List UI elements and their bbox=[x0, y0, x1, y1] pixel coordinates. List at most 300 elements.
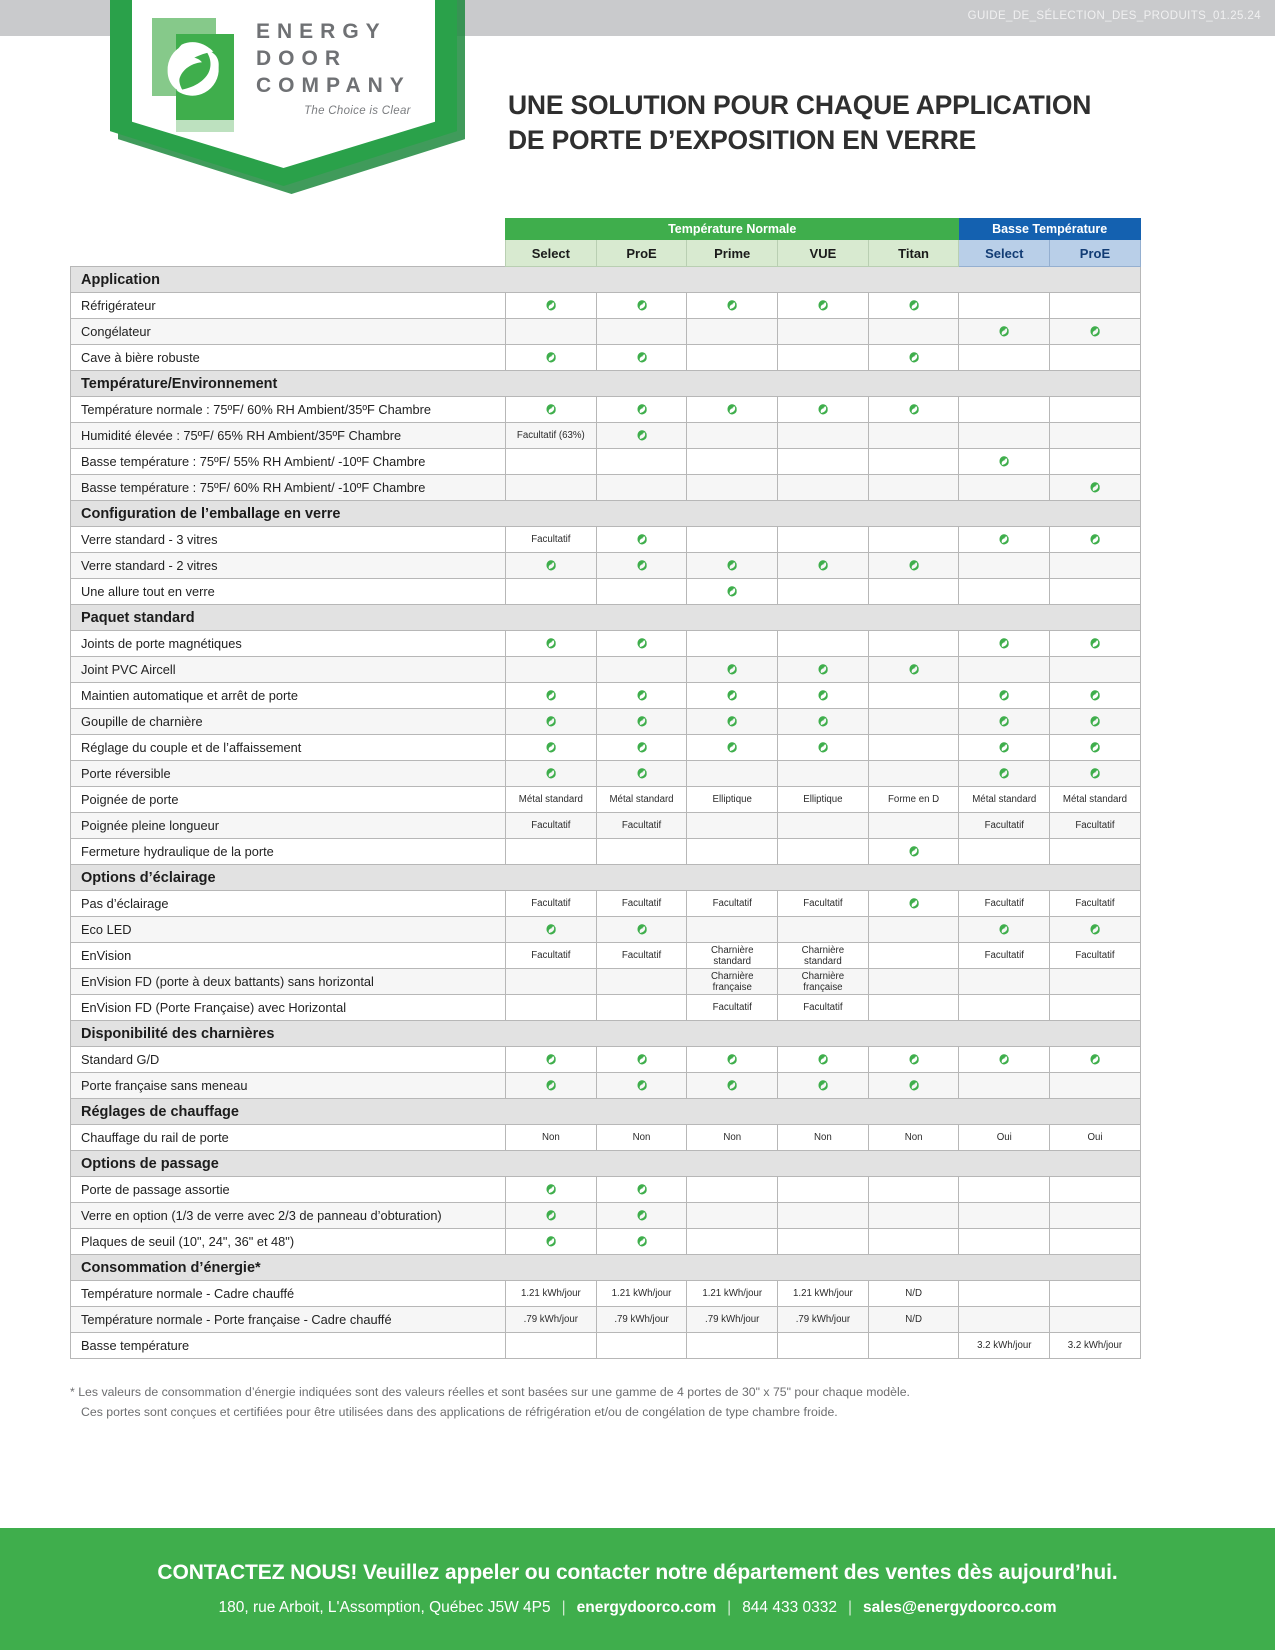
included-check-icon bbox=[1087, 1054, 1103, 1065]
cell-vue-nt bbox=[778, 527, 869, 553]
row-label: EnVision FD (Porte Française) avec Horizontal bbox=[71, 995, 506, 1021]
included-check-icon bbox=[1087, 534, 1103, 545]
cell-prime-nt bbox=[687, 1177, 778, 1203]
cell-proe-bt bbox=[1050, 657, 1141, 683]
cell-prime-nt bbox=[687, 683, 778, 709]
cell-proe-bt bbox=[1050, 995, 1141, 1021]
column-header-proe-nt[interactable]: ProE bbox=[596, 240, 687, 267]
cell-select-bt bbox=[959, 475, 1050, 501]
cell-vue-nt bbox=[778, 1203, 869, 1229]
cell-prime-nt bbox=[687, 1073, 778, 1099]
section-title: Paquet standard bbox=[71, 605, 1141, 631]
table-row bbox=[71, 553, 1141, 579]
cell-prime-nt bbox=[687, 1229, 778, 1255]
column-header-proe-bt[interactable]: ProE bbox=[1050, 240, 1141, 267]
included-check-icon bbox=[634, 300, 650, 311]
row-label: Réglage du couple et de l’affaissement bbox=[71, 735, 506, 761]
cell-select-bt bbox=[959, 1307, 1050, 1333]
included-check-icon bbox=[815, 1080, 831, 1091]
included-check-icon bbox=[906, 352, 922, 363]
cell-titan-nt bbox=[868, 553, 959, 579]
cell-titan-nt bbox=[868, 969, 959, 995]
included-check-icon bbox=[634, 404, 650, 415]
row-label: Eco LED bbox=[71, 917, 506, 943]
row-label: Joint PVC Aircell bbox=[71, 657, 506, 683]
cell-select-nt bbox=[506, 709, 597, 735]
included-check-icon bbox=[996, 326, 1012, 337]
cell-prime-nt bbox=[687, 397, 778, 423]
cell-select-bt: Oui bbox=[959, 1125, 1050, 1151]
cell-titan-nt bbox=[868, 917, 959, 943]
cell-proe-bt bbox=[1050, 683, 1141, 709]
table-row bbox=[71, 397, 1141, 423]
included-check-icon bbox=[996, 924, 1012, 935]
cell-prime-nt bbox=[687, 345, 778, 371]
cell-vue-nt bbox=[778, 735, 869, 761]
cell-prime-nt: Facultatif bbox=[687, 995, 778, 1021]
cell-vue-nt bbox=[778, 1333, 869, 1359]
cell-select-bt bbox=[959, 969, 1050, 995]
table-section-row bbox=[71, 267, 1141, 293]
section-title: Température/Environnement bbox=[71, 371, 1141, 397]
cell-select-nt bbox=[506, 657, 597, 683]
table-row bbox=[71, 1073, 1141, 1099]
cell-vue-nt: Facultatif bbox=[778, 995, 869, 1021]
footnote bbox=[70, 1382, 1160, 1422]
cell-select-bt: Facultatif bbox=[959, 891, 1050, 917]
cell-titan-nt bbox=[868, 735, 959, 761]
cell-vue-nt: .79 kWh/jour bbox=[778, 1307, 869, 1333]
cell-vue-nt bbox=[778, 761, 869, 787]
cell-proe-bt bbox=[1050, 397, 1141, 423]
cell-titan-nt bbox=[868, 527, 959, 553]
included-check-icon bbox=[996, 534, 1012, 545]
included-check-icon bbox=[996, 1054, 1012, 1065]
cell-vue-nt bbox=[778, 709, 869, 735]
cell-vue-nt: Non bbox=[778, 1125, 869, 1151]
table-row bbox=[71, 631, 1141, 657]
column-header-titan-nt[interactable]: Titan bbox=[868, 240, 959, 267]
table-row bbox=[71, 839, 1141, 865]
cell-select-nt: .79 kWh/jour bbox=[506, 1307, 597, 1333]
table-row bbox=[71, 891, 1141, 917]
footer-address: 180, rue Arboit, L'Assomption, Québec J5W 4P5 bbox=[218, 1599, 551, 1616]
row-label: Maintien automatique et arrêt de porte bbox=[71, 683, 506, 709]
cell-select-bt bbox=[959, 917, 1050, 943]
cell-titan-nt bbox=[868, 709, 959, 735]
cell-proe-nt bbox=[596, 345, 687, 371]
cell-select-bt: Facultatif bbox=[959, 813, 1050, 839]
included-check-icon bbox=[543, 1054, 559, 1065]
swirl-glyph-icon bbox=[150, 26, 238, 116]
cell-prime-nt bbox=[687, 449, 778, 475]
table-row bbox=[71, 579, 1141, 605]
contact-footer bbox=[0, 1528, 1275, 1650]
cell-proe-nt bbox=[596, 839, 687, 865]
included-check-icon bbox=[1087, 768, 1103, 779]
table-section-row bbox=[71, 605, 1141, 631]
included-check-icon bbox=[543, 352, 559, 363]
included-check-icon bbox=[543, 300, 559, 311]
cell-select-nt: Non bbox=[506, 1125, 597, 1151]
cell-select-bt bbox=[959, 683, 1050, 709]
column-header-prime-nt[interactable]: Prime bbox=[687, 240, 778, 267]
cell-select-nt bbox=[506, 1073, 597, 1099]
cell-vue-nt bbox=[778, 1073, 869, 1099]
group-header-low-temp: Basse Température bbox=[959, 219, 1140, 240]
included-check-icon bbox=[815, 742, 831, 753]
cell-select-nt: Facultatif (63%) bbox=[506, 423, 597, 449]
table-row bbox=[71, 475, 1141, 501]
table-row bbox=[71, 735, 1141, 761]
cell-vue-nt bbox=[778, 397, 869, 423]
column-header-vue-nt[interactable]: VUE bbox=[778, 240, 869, 267]
cell-select-bt bbox=[959, 1047, 1050, 1073]
included-check-icon bbox=[815, 404, 831, 415]
column-header-select-bt[interactable]: Select bbox=[959, 240, 1050, 267]
included-check-icon bbox=[724, 690, 740, 701]
table-row bbox=[71, 657, 1141, 683]
cell-select-bt bbox=[959, 631, 1050, 657]
included-check-icon bbox=[543, 404, 559, 415]
included-check-icon bbox=[634, 768, 650, 779]
section-title: Application bbox=[71, 267, 1141, 293]
section-title: Consommation d’énergie* bbox=[71, 1255, 1141, 1281]
row-label: Verre en option (1/3 de verre avec 2/3 de panneau d’obturation) bbox=[71, 1203, 506, 1229]
included-check-icon bbox=[543, 1184, 559, 1195]
cell-proe-bt bbox=[1050, 969, 1141, 995]
cell-proe-bt bbox=[1050, 1307, 1141, 1333]
cell-prime-nt bbox=[687, 813, 778, 839]
cell-proe-bt: Facultatif bbox=[1050, 813, 1141, 839]
cell-proe-nt bbox=[596, 709, 687, 735]
table-row bbox=[71, 709, 1141, 735]
row-label: Congélateur bbox=[71, 319, 506, 345]
cell-prime-nt: Facultatif bbox=[687, 891, 778, 917]
table-row bbox=[71, 1229, 1141, 1255]
cell-titan-nt bbox=[868, 423, 959, 449]
included-check-icon bbox=[1087, 716, 1103, 727]
logo-word-energy: ENERGY bbox=[256, 20, 387, 43]
cell-prime-nt bbox=[687, 631, 778, 657]
logo-tagline: The Choice is Clear bbox=[304, 105, 411, 117]
table-row bbox=[71, 683, 1141, 709]
cell-select-bt bbox=[959, 1073, 1050, 1099]
footer-website-link[interactable]: energydoorco.com bbox=[576, 1599, 717, 1616]
cell-prime-nt bbox=[687, 1203, 778, 1229]
cell-titan-nt bbox=[868, 683, 959, 709]
cell-prime-nt bbox=[687, 423, 778, 449]
cell-select-nt bbox=[506, 631, 597, 657]
cell-proe-nt: 1.21 kWh/jour bbox=[596, 1281, 687, 1307]
cell-select-bt bbox=[959, 553, 1050, 579]
table-row bbox=[71, 423, 1141, 449]
included-check-icon bbox=[543, 768, 559, 779]
cell-select-nt bbox=[506, 1203, 597, 1229]
cell-prime-nt bbox=[687, 657, 778, 683]
included-check-icon bbox=[634, 924, 650, 935]
cell-proe-nt bbox=[596, 397, 687, 423]
row-label: Température normale - Cadre chauffé bbox=[71, 1281, 506, 1307]
cell-proe-nt bbox=[596, 423, 687, 449]
group-header-spacer bbox=[71, 219, 506, 240]
cell-vue-nt bbox=[778, 345, 869, 371]
table-column-header-row bbox=[71, 240, 1141, 267]
included-check-icon bbox=[724, 1054, 740, 1065]
cell-prime-nt bbox=[687, 1333, 778, 1359]
cell-proe-nt bbox=[596, 969, 687, 995]
cell-select-bt bbox=[959, 293, 1050, 319]
included-check-icon bbox=[634, 716, 650, 727]
included-check-icon bbox=[634, 1184, 650, 1195]
included-check-icon bbox=[724, 586, 740, 597]
cell-vue-nt: 1.21 kWh/jour bbox=[778, 1281, 869, 1307]
cell-proe-nt bbox=[596, 1047, 687, 1073]
included-check-icon bbox=[634, 690, 650, 701]
cell-vue-nt: Charnière française bbox=[778, 969, 869, 995]
cell-titan-nt bbox=[868, 657, 959, 683]
cell-prime-nt: 1.21 kWh/jour bbox=[687, 1281, 778, 1307]
cell-proe-nt bbox=[596, 761, 687, 787]
included-check-icon bbox=[1087, 638, 1103, 649]
cell-proe-nt: Facultatif bbox=[596, 813, 687, 839]
cell-titan-nt bbox=[868, 995, 959, 1021]
cell-proe-bt bbox=[1050, 1177, 1141, 1203]
included-check-icon bbox=[543, 560, 559, 571]
table-header bbox=[71, 219, 1141, 267]
included-check-icon bbox=[906, 560, 922, 571]
table-row bbox=[71, 319, 1141, 345]
cell-prime-nt bbox=[687, 709, 778, 735]
cell-prime-nt: Charnière française bbox=[687, 969, 778, 995]
cell-titan-nt bbox=[868, 1177, 959, 1203]
cell-prime-nt bbox=[687, 917, 778, 943]
cell-proe-nt: Non bbox=[596, 1125, 687, 1151]
footer-email-link[interactable]: sales@energydoorco.com bbox=[863, 1599, 1057, 1616]
included-check-icon bbox=[1087, 690, 1103, 701]
included-check-icon bbox=[996, 742, 1012, 753]
column-header-spacer bbox=[71, 240, 506, 267]
included-check-icon bbox=[634, 534, 650, 545]
included-check-icon bbox=[634, 430, 650, 441]
cell-titan-nt bbox=[868, 1229, 959, 1255]
included-check-icon bbox=[724, 716, 740, 727]
table-row bbox=[71, 293, 1141, 319]
logo-word-company: COMPANY bbox=[256, 74, 411, 97]
included-check-icon bbox=[543, 924, 559, 935]
row-label: Basse température : 75ºF/ 60% RH Ambient/ -10ºF Chambre bbox=[71, 475, 506, 501]
cell-proe-nt bbox=[596, 1073, 687, 1099]
included-check-icon bbox=[724, 560, 740, 571]
included-check-icon bbox=[996, 456, 1012, 467]
included-check-icon bbox=[634, 352, 650, 363]
page-title-line-2: DE PORTE D’EXPOSITION EN VERRE bbox=[508, 125, 977, 155]
included-check-icon bbox=[724, 742, 740, 753]
cell-proe-nt bbox=[596, 683, 687, 709]
cell-select-nt bbox=[506, 995, 597, 1021]
cell-select-bt: Facultatif bbox=[959, 943, 1050, 969]
table-section-row bbox=[71, 865, 1141, 891]
included-check-icon bbox=[906, 1080, 922, 1091]
included-check-icon bbox=[634, 1236, 650, 1247]
included-check-icon bbox=[815, 560, 831, 571]
cell-proe-nt bbox=[596, 1333, 687, 1359]
logo-content bbox=[150, 12, 430, 138]
cell-titan-nt bbox=[868, 345, 959, 371]
cell-select-nt bbox=[506, 683, 597, 709]
cell-select-nt: Métal standard bbox=[506, 787, 597, 813]
row-label: Réfrigérateur bbox=[71, 293, 506, 319]
cell-vue-nt bbox=[778, 813, 869, 839]
cell-titan-nt bbox=[868, 1203, 959, 1229]
cell-select-bt bbox=[959, 1229, 1050, 1255]
cell-prime-nt: Elliptique bbox=[687, 787, 778, 813]
cell-proe-bt bbox=[1050, 839, 1141, 865]
cell-proe-nt bbox=[596, 553, 687, 579]
cell-proe-bt: Facultatif bbox=[1050, 943, 1141, 969]
cell-proe-nt: Facultatif bbox=[596, 891, 687, 917]
included-check-icon bbox=[815, 300, 831, 311]
cell-proe-bt bbox=[1050, 1073, 1141, 1099]
included-check-icon bbox=[634, 1080, 650, 1091]
cell-select-nt bbox=[506, 449, 597, 475]
table-row bbox=[71, 345, 1141, 371]
included-check-icon bbox=[724, 404, 740, 415]
cell-vue-nt bbox=[778, 319, 869, 345]
cell-titan-nt: Forme en D bbox=[868, 787, 959, 813]
row-label: Standard G/D bbox=[71, 1047, 506, 1073]
cell-select-nt: Facultatif bbox=[506, 527, 597, 553]
cell-proe-nt bbox=[596, 475, 687, 501]
cell-proe-bt bbox=[1050, 631, 1141, 657]
included-check-icon bbox=[815, 664, 831, 675]
section-title: Réglages de chauffage bbox=[71, 1099, 1141, 1125]
included-check-icon bbox=[634, 742, 650, 753]
cell-vue-nt bbox=[778, 839, 869, 865]
row-label: Poignée pleine longueur bbox=[71, 813, 506, 839]
table-row bbox=[71, 449, 1141, 475]
table-row bbox=[71, 1333, 1141, 1359]
column-header-select-nt[interactable]: Select bbox=[506, 240, 597, 267]
cell-titan-nt bbox=[868, 319, 959, 345]
cell-vue-nt: Charnière standard bbox=[778, 943, 869, 969]
cell-titan-nt bbox=[868, 813, 959, 839]
cell-prime-nt: Non bbox=[687, 1125, 778, 1151]
footer-separator-1: | bbox=[561, 1599, 566, 1616]
cell-titan-nt bbox=[868, 579, 959, 605]
included-check-icon bbox=[634, 560, 650, 571]
cell-select-bt bbox=[959, 839, 1050, 865]
cell-vue-nt: Elliptique bbox=[778, 787, 869, 813]
row-label: EnVision bbox=[71, 943, 506, 969]
included-check-icon bbox=[906, 898, 922, 909]
cell-select-nt: 1.21 kWh/jour bbox=[506, 1281, 597, 1307]
page-title-line-1: UNE SOLUTION POUR CHAQUE APPLICATION bbox=[508, 90, 1092, 120]
table-row bbox=[71, 995, 1141, 1021]
cell-vue-nt: Facultatif bbox=[778, 891, 869, 917]
included-check-icon bbox=[906, 846, 922, 857]
section-title: Options d’éclairage bbox=[71, 865, 1141, 891]
cell-select-bt bbox=[959, 761, 1050, 787]
included-check-icon bbox=[1087, 482, 1103, 493]
cell-proe-bt bbox=[1050, 735, 1141, 761]
cell-select-bt bbox=[959, 579, 1050, 605]
cell-proe-nt bbox=[596, 995, 687, 1021]
cell-proe-bt bbox=[1050, 345, 1141, 371]
cell-vue-nt bbox=[778, 917, 869, 943]
cell-vue-nt bbox=[778, 423, 869, 449]
cell-titan-nt bbox=[868, 449, 959, 475]
cell-prime-nt bbox=[687, 475, 778, 501]
table-row bbox=[71, 943, 1141, 969]
cell-select-nt bbox=[506, 735, 597, 761]
table-body bbox=[71, 267, 1141, 1359]
cell-proe-bt: Oui bbox=[1050, 1125, 1141, 1151]
cell-vue-nt bbox=[778, 449, 869, 475]
row-label: Goupille de charnière bbox=[71, 709, 506, 735]
row-label: Cave à bière robuste bbox=[71, 345, 506, 371]
logo-ribbon bbox=[110, 0, 465, 196]
cell-select-bt bbox=[959, 1177, 1050, 1203]
included-check-icon bbox=[543, 690, 559, 701]
included-check-icon bbox=[1087, 924, 1103, 935]
included-check-icon bbox=[815, 690, 831, 701]
row-label: Verre standard - 3 vitres bbox=[71, 527, 506, 553]
cell-titan-nt: N/D bbox=[868, 1307, 959, 1333]
cell-titan-nt bbox=[868, 475, 959, 501]
footer-phone[interactable]: 844 433 0332 bbox=[742, 1599, 838, 1616]
cell-select-bt bbox=[959, 527, 1050, 553]
row-label: Pas d’éclairage bbox=[71, 891, 506, 917]
cell-select-bt bbox=[959, 397, 1050, 423]
cell-vue-nt bbox=[778, 683, 869, 709]
included-check-icon bbox=[724, 664, 740, 675]
cell-proe-bt bbox=[1050, 527, 1141, 553]
cell-vue-nt bbox=[778, 1177, 869, 1203]
cell-select-nt bbox=[506, 1229, 597, 1255]
cell-proe-bt bbox=[1050, 917, 1141, 943]
cell-prime-nt bbox=[687, 735, 778, 761]
cell-prime-nt bbox=[687, 761, 778, 787]
table-section-row bbox=[71, 1255, 1141, 1281]
included-check-icon bbox=[996, 690, 1012, 701]
cell-proe-nt bbox=[596, 1177, 687, 1203]
included-check-icon bbox=[996, 638, 1012, 649]
row-label: Humidité élevée : 75ºF/ 65% RH Ambient/35ºF Chambre bbox=[71, 423, 506, 449]
cell-prime-nt bbox=[687, 579, 778, 605]
included-check-icon bbox=[906, 1054, 922, 1065]
logo-wordmark bbox=[256, 12, 411, 117]
row-label: Une allure tout en verre bbox=[71, 579, 506, 605]
footer-separator-2: | bbox=[727, 1599, 732, 1616]
cell-titan-nt bbox=[868, 631, 959, 657]
cell-select-nt bbox=[506, 969, 597, 995]
logo-word-door: DOOR bbox=[256, 47, 347, 70]
cell-proe-nt: Métal standard bbox=[596, 787, 687, 813]
cell-vue-nt bbox=[778, 1229, 869, 1255]
cell-prime-nt bbox=[687, 319, 778, 345]
table-section-row bbox=[71, 1099, 1141, 1125]
table-row bbox=[71, 969, 1141, 995]
footnote-line-2: Ces portes sont conçues et certifiées pour être utilisées dans des applications de réfrigération et/ou de congélation de type chambre froide. bbox=[81, 1405, 838, 1419]
cell-titan-nt bbox=[868, 1047, 959, 1073]
cell-vue-nt bbox=[778, 475, 869, 501]
cell-titan-nt bbox=[868, 293, 959, 319]
included-check-icon bbox=[906, 664, 922, 675]
cell-proe-nt: .79 kWh/jour bbox=[596, 1307, 687, 1333]
table-row bbox=[71, 1281, 1141, 1307]
cell-select-bt bbox=[959, 995, 1050, 1021]
